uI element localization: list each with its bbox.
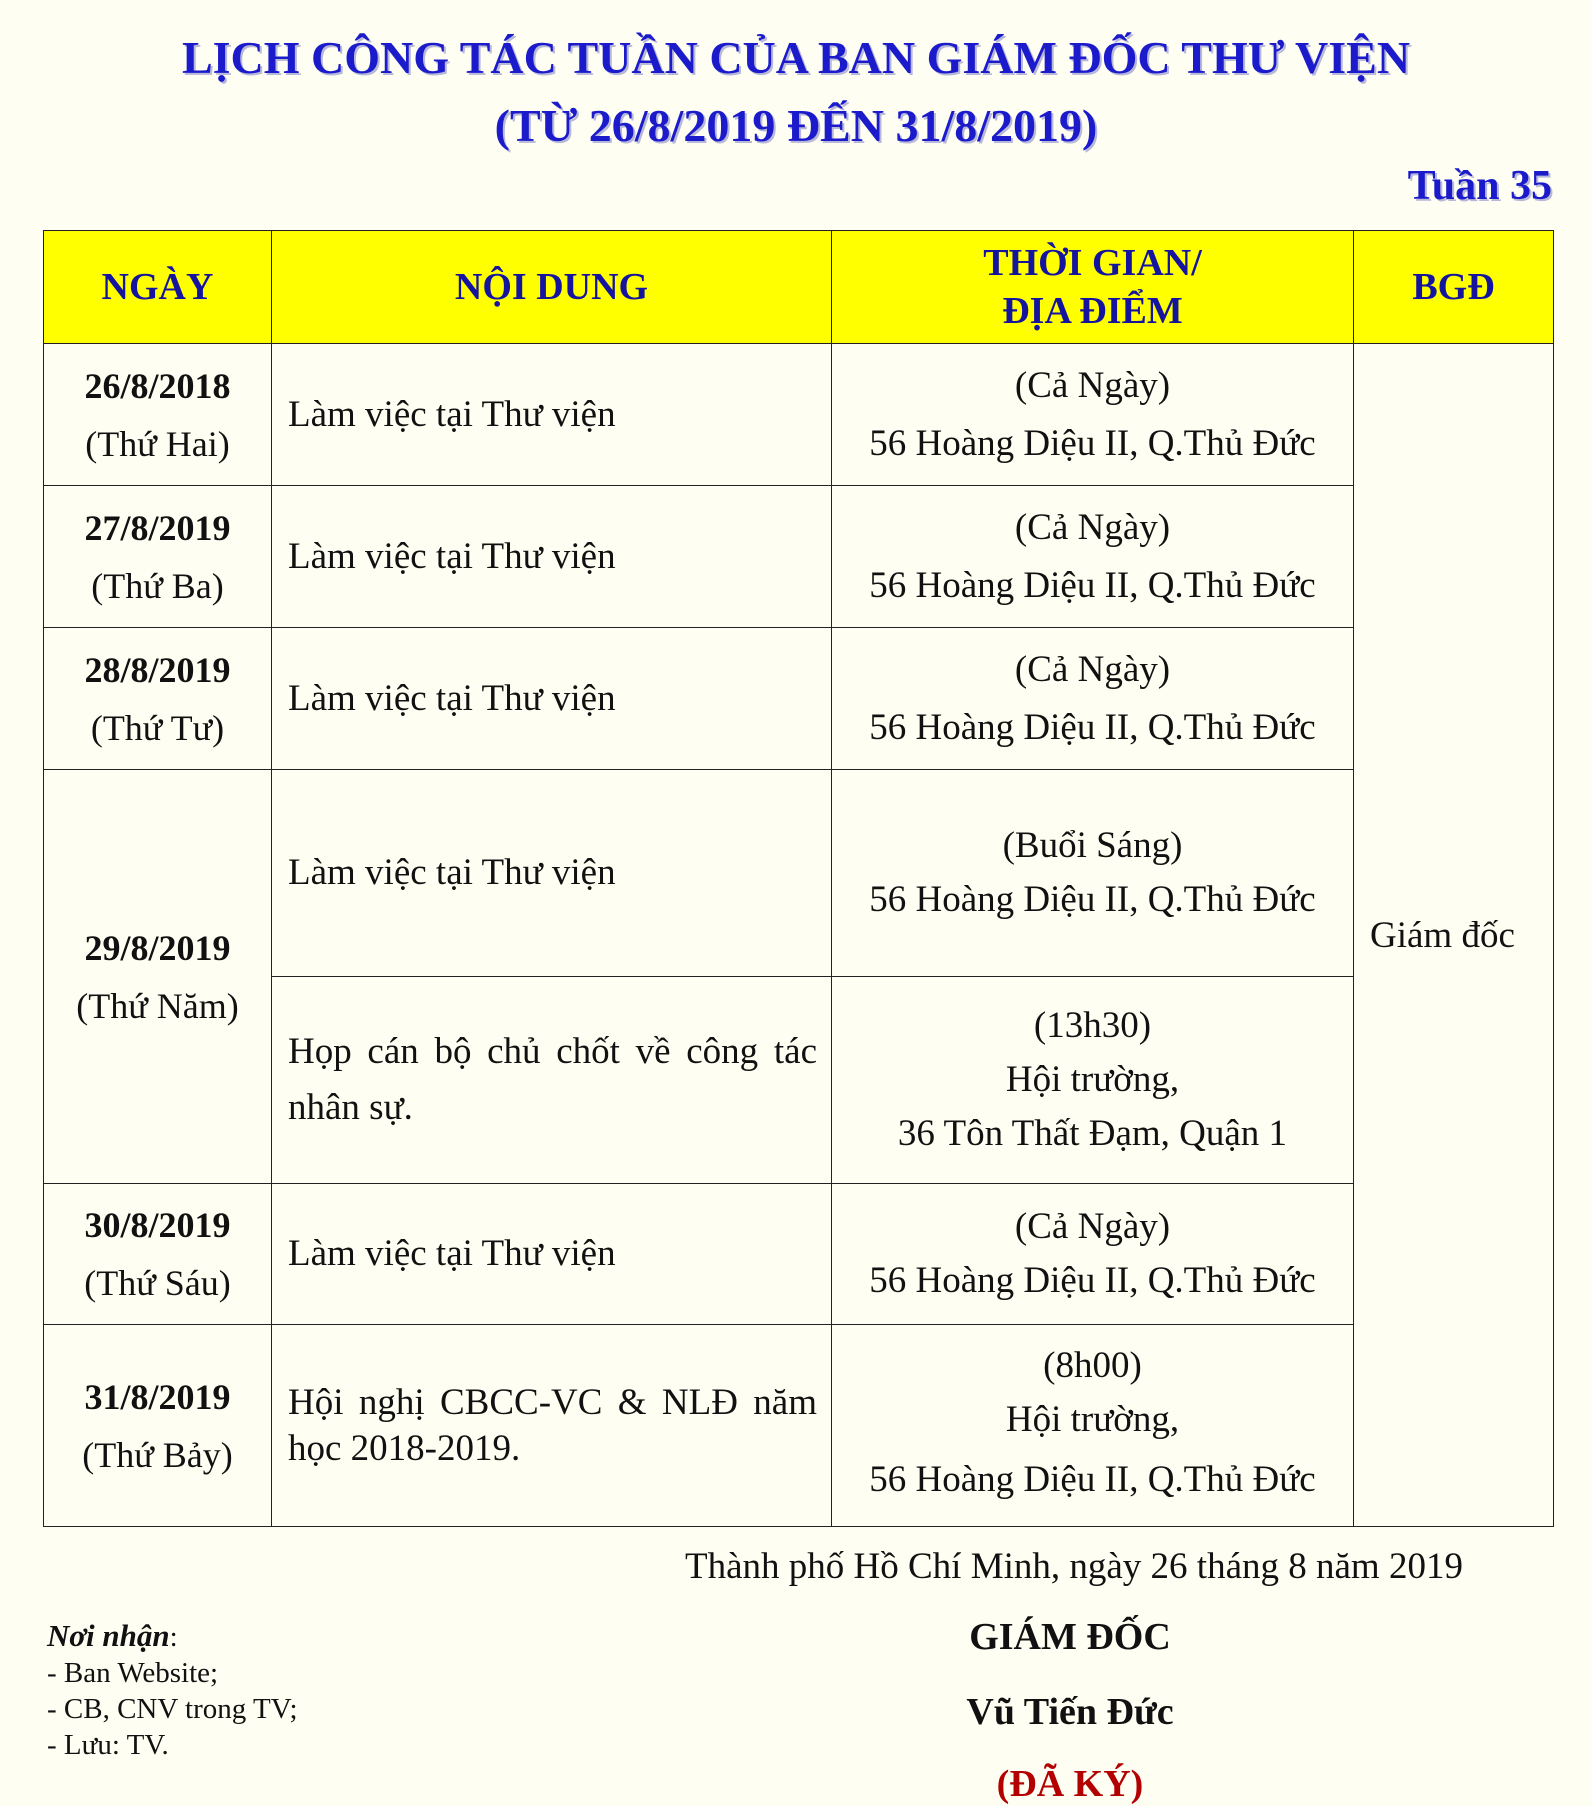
table-row xyxy=(44,770,1554,977)
table-row xyxy=(44,1325,1554,1527)
date: 31/8/2019 xyxy=(84,1376,231,1417)
signer-name: Vũ Tiến Đức xyxy=(966,1691,1174,1733)
weekday: (Thứ Hai) xyxy=(85,423,230,464)
time-place-cell xyxy=(832,1184,1354,1325)
content-cell: Hội nghị CBCC-VC & NLĐ năm học 2018-2019. xyxy=(272,1325,832,1527)
time-place-cell xyxy=(832,770,1354,977)
time: (Buổi Sáng) xyxy=(1002,825,1183,866)
content-cell: Làm việc tại Thư viện xyxy=(272,1184,832,1325)
page-subtitle-date-range: (TỪ 26/8/2019 ĐẾN 31/8/2019) xyxy=(494,100,1098,151)
time: (Cả Ngày) xyxy=(1014,364,1171,406)
recipient-item: - Lưu: TV. xyxy=(47,1729,169,1761)
header-bgd: BGĐ xyxy=(1354,231,1554,344)
time: (13h30) xyxy=(1033,1005,1152,1046)
date-cell xyxy=(44,486,272,628)
time: (Cả Ngày) xyxy=(1014,1206,1171,1247)
date: 30/8/2019 xyxy=(84,1205,231,1245)
header-time-label: THỜI GIAN/ xyxy=(983,242,1202,284)
header-place-label: ĐỊA ĐIỂM xyxy=(1002,290,1183,332)
place-line-2: 56 Hoàng Diệu II, Q.Thủ Đức xyxy=(869,1458,1316,1500)
week-number: Tuần 35 xyxy=(1407,163,1552,209)
table-row xyxy=(44,628,1554,770)
table-row xyxy=(44,1184,1554,1325)
place: 56 Hoàng Diệu II, Q.Thủ Đức xyxy=(869,564,1316,606)
date-cell xyxy=(44,1184,272,1325)
recipients-label: Nơi nhận xyxy=(47,1618,170,1653)
date-cell xyxy=(44,628,272,770)
time: (Cả Ngày) xyxy=(1014,648,1171,690)
time-place-cell xyxy=(832,344,1354,486)
date: 27/8/2019 xyxy=(84,507,231,548)
time-place-cell xyxy=(832,486,1354,628)
signed-mark: (ĐÃ KÝ) xyxy=(996,1763,1144,1805)
schedule-table xyxy=(43,230,1554,1527)
signer-title: GIÁM ĐỐC xyxy=(969,1616,1171,1658)
place: 56 Hoàng Diệu II, Q.Thủ Đức xyxy=(869,422,1316,464)
table-header-row xyxy=(44,231,1554,344)
content-cell: Họp cán bộ chủ chốt về công tác nhân sự. xyxy=(272,977,832,1184)
time-place-cell xyxy=(832,977,1354,1184)
weekday: (Thứ Năm) xyxy=(76,985,239,1026)
content-cell: Làm việc tại Thư viện xyxy=(272,628,832,770)
date-cell xyxy=(44,344,272,486)
place-line-1: Hội trường, xyxy=(1005,1059,1180,1100)
header-time-place xyxy=(832,231,1354,344)
header-content: NỘI DUNG xyxy=(272,231,832,344)
content-cell: Làm việc tại Thư viện xyxy=(272,344,832,486)
page-title: LỊCH CÔNG TÁC TUẦN CỦA BAN GIÁM ĐỐC THƯ VIỆN xyxy=(181,32,1411,83)
recipient-item: - CB, CNV trong TV; xyxy=(47,1693,298,1725)
weekday: (Thứ Sáu) xyxy=(84,1263,231,1303)
bgd-cell: Giám đốc xyxy=(1354,344,1554,1527)
date: 26/8/2018 xyxy=(84,365,231,406)
place-line-2: 36 Tôn Thất Đạm, Quận 1 xyxy=(897,1113,1288,1154)
weekday: (Thứ Tư) xyxy=(90,707,225,748)
time: (8h00) xyxy=(1043,1344,1142,1386)
time: (Cả Ngày) xyxy=(1014,506,1171,548)
time-place-cell xyxy=(832,1325,1354,1527)
place-line-1: Hội trường, xyxy=(1005,1398,1180,1440)
table-row xyxy=(44,344,1554,486)
time-place-cell xyxy=(832,628,1354,770)
content-cell: Làm việc tại Thư viện xyxy=(272,770,832,977)
recipient-item: - Ban Website; xyxy=(47,1657,219,1689)
date: 28/8/2019 xyxy=(84,649,231,690)
date: 29/8/2019 xyxy=(84,927,231,968)
content-cell: Làm việc tại Thư viện xyxy=(272,486,832,628)
weekday: (Thứ Ba) xyxy=(91,565,224,606)
date-cell xyxy=(44,770,272,1184)
recipients-block xyxy=(47,1618,298,1763)
weekday: (Thứ Bảy) xyxy=(82,1434,233,1475)
place: 56 Hoàng Diệu II, Q.Thủ Đức xyxy=(869,706,1316,748)
header-date: NGÀY xyxy=(44,231,272,344)
table-row xyxy=(44,486,1554,628)
city-date-line: Thành phố Hồ Chí Minh, ngày 26 tháng 8 năm 2019 xyxy=(685,1546,1463,1587)
recipients-label-colon: : xyxy=(169,1621,178,1653)
date-cell xyxy=(44,1325,272,1527)
place: 56 Hoàng Diệu II, Q.Thủ Đức xyxy=(869,879,1316,920)
place: 56 Hoàng Diệu II, Q.Thủ Đức xyxy=(869,1260,1316,1301)
